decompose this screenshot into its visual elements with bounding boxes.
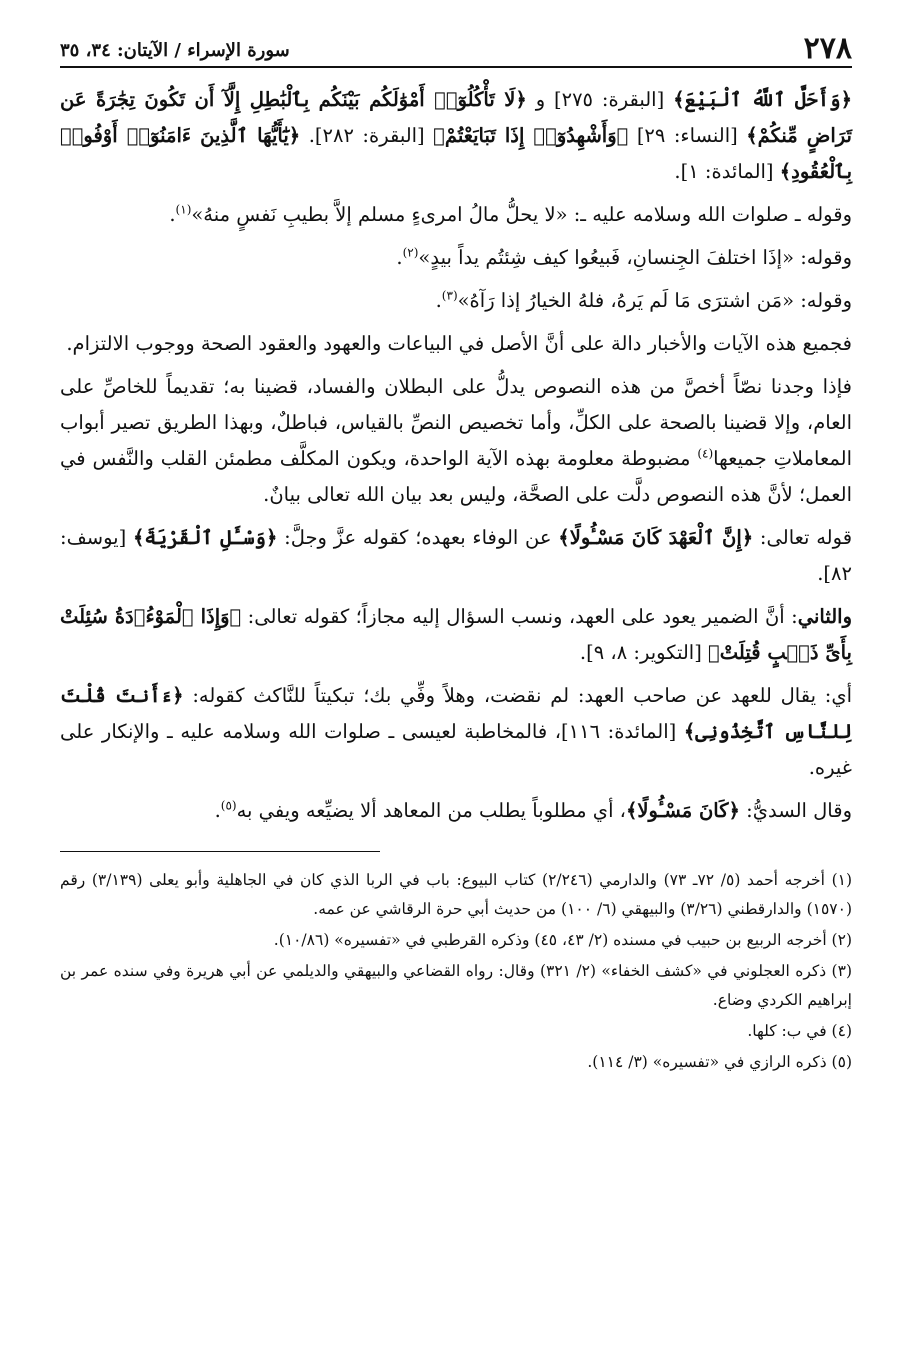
paragraph-text: وقوله: «مَن اشترَى مَا لَم يَرهُ، فلهُ الخيارُ إذا رَآهُ»	[457, 289, 852, 312]
main-text	[60, 82, 852, 829]
paragraph-text: [المائدة: ١١٦]، فالمخاطبة لعيسى ـ صلوات الله وسلامه عليه ـ والإنكار على غيره.	[60, 720, 852, 779]
verse-reference: [البقرة: ٢٧٥] و	[535, 88, 665, 111]
footnote: (٥) ذكره الرازي في «تفسيره» (٣/ ١١٤).	[587, 1053, 852, 1071]
footnote-marker[interactable]: (٤)	[697, 446, 714, 461]
footnote: (٢) أخرجه الربيع بن حبيب في مسنده (٢/ ٤٣، ٤٥) وذكره القرطبي في «تفسيره» (١٠/٨٦).	[273, 931, 852, 949]
quran-verse: ﴿لَا تَأْكُلُوٓا۟ أَمْوَٰلَكُم بَيْنَكُم بِٱلْبَٰطِلِ إِلَّآ أَن تَكُونَ تِجَٰرَةً عَن تَرَاضٍ مِّنكُمْ﴾	[60, 88, 852, 147]
footnote-separator	[60, 851, 380, 852]
verse-reference: [النساء: ٢٩]	[636, 124, 738, 147]
footnote-marker[interactable]: (٥)	[220, 798, 237, 813]
paragraph-lead: والثاني	[797, 605, 852, 628]
paragraph	[60, 197, 852, 233]
punctuation: .	[396, 246, 403, 269]
paragraph	[60, 599, 852, 671]
running-title: سورة الإسراء / الآيتان: ٣٤، ٣٥	[60, 40, 290, 61]
paragraph	[60, 793, 852, 829]
paragraph	[60, 240, 852, 276]
paragraph	[60, 326, 852, 362]
book-page	[60, 28, 852, 1079]
paragraph	[60, 678, 852, 786]
footnotes	[60, 866, 852, 1077]
verse-reference: [المائدة: ١].	[674, 160, 774, 183]
paragraph-text: وقال السديُّ:	[739, 799, 852, 822]
paragraph-text: وقوله: «إذَا اختلفَ الجِنسانِ، فَبيعُوا كيف شِئتُم يداً بيدٍ»	[418, 246, 852, 269]
paragraph	[60, 520, 852, 592]
quran-verse: ﴿وَإِذَا ٱلْمَوْءُۥدَةُ سُئِلَتْ بِأَىِّ ذَنۢبٍ قُتِلَتْ﴾	[60, 605, 852, 664]
paragraph-text: وقوله ـ صلوات الله وسلامه عليه ـ: «لا يحلُّ مالُ امرىءٍ مسلم إلاَّ بطيبِ نَفسٍ منهُ»	[191, 203, 852, 226]
quran-verse: ﴿ءَأَنتَ قُلْتَ لِلنَّاسِ ٱتَّخِذُونِى﴾	[60, 684, 853, 743]
punctuation: .	[435, 289, 442, 312]
paragraph-text: عن الوفاء بعهده؛ كقوله عزَّ وجلَّ:	[277, 526, 559, 549]
quran-verse: ﴿يَٰٓأَيُّهَا ٱلَّذِينَ ءَامَنُوٓا۟ أَوْفُوا۟ بِٱلْعُقُودِ﴾	[60, 124, 852, 183]
quran-verse: ﴿وَأَشْهِدُوٓا۟ إِذَا تَبَايَعْتُمْ﴾	[433, 124, 629, 147]
verse-reference: [التكوير: ٨، ٩].	[579, 641, 709, 664]
footnote-marker[interactable]: (٢)	[402, 245, 419, 260]
page-number: ٢٧٨	[803, 31, 852, 66]
quran-verse: ﴿وَسْـَٔلِ ٱلْقَرْيَةَ﴾	[132, 526, 278, 549]
paragraph	[60, 82, 852, 190]
page-header	[60, 28, 852, 68]
paragraph	[60, 369, 852, 513]
footnote-marker[interactable]: (١)	[175, 202, 192, 217]
footnote: (٣) ذكره العجلوني في «كشف الخفاء» (٢/ ٣٢١) وقال: رواه القضاعي والبيهقي والديلمي عن أبي هريرة وفي سنده عمر بن إبراهيم الكردي وضاع.	[60, 962, 852, 1009]
footnote: (١) أخرجه أحمد (٥/ ٧٢ـ ٧٣) والدارمي (٢/٢٤٦) كتاب البيوع: باب في الربا الذي كان في الجاهلية وأبو يعلى (٣/١٣٩) رقم (١٥٧٠) والدارقطني (٣/٢٦) والبيهقي (٦/ ١٠٠) من حديث أبي حرة الرقاشي عن عمه.	[60, 871, 853, 918]
quran-verse: ﴿كَانَ مَسْـُٔولًا﴾	[625, 799, 740, 822]
paragraph	[60, 283, 852, 319]
quran-verse: ﴿وَأَحَلَّ ٱللَّهُ ٱلْبَيْعَ﴾	[673, 88, 852, 111]
paragraph-text: فإذا وجدنا نصّاً أخصَّ من هذه النصوص يدلُّ على البطلان والفساد، قضينا به؛ تقديماً للخاصِّ على العام، وإلا قضينا بالصحة على الكلِّ، وأما تخصيص النصِّ بالقياس، فباطلٌ، وبهذا الطريق تصير أبواب المعاملاتِ جميعها	[60, 375, 852, 470]
paragraph-text: ، أي مطلوباً يطلب من المعاهد ألا يضيِّعه ويفي به	[236, 799, 626, 822]
punctuation: .	[169, 203, 176, 226]
punctuation: .	[214, 799, 221, 822]
paragraph-text: قوله تعالى:	[753, 526, 853, 549]
paragraph-text: مضبوطة معلومة بهذه الآية الواحدة، ويكون المكلَّف مطمئن القلب والنَّفس في العمل؛ لأنَّ هذه النصوص دلَّت على الصحَّة، وليس بعد بيان الله تعالى بيانٌ.	[60, 447, 852, 506]
paragraph-text: فجميع هذه الآيات والأخبار دالة على أنَّ الأصل في البياعات والعهود والعقود الصحة ووجوب الالتزام.	[66, 332, 852, 355]
verse-reference: [يوسف: ٨٢].	[60, 526, 852, 585]
verse-reference: [البقرة: ٢٨٢].	[308, 124, 425, 147]
quran-verse: ﴿إِنَّ ٱلْعَهْدَ كَانَ مَسْـُٔولًا﴾	[558, 526, 754, 549]
footnote: (٤) في ب: كلها.	[747, 1022, 852, 1040]
paragraph-text: أي: يقال للعهد عن صاحب العهد: لم نقضت، وهلاً وفِّي بك؛ تبكيتاً للنَّاكث كقوله:	[183, 684, 852, 707]
paragraph-text: : أنَّ الضمير يعود على العهد، ونسب السؤال إليه مجازاً؛ كقوله تعالى:	[241, 605, 798, 628]
footnote-marker[interactable]: (٣)	[441, 288, 458, 303]
